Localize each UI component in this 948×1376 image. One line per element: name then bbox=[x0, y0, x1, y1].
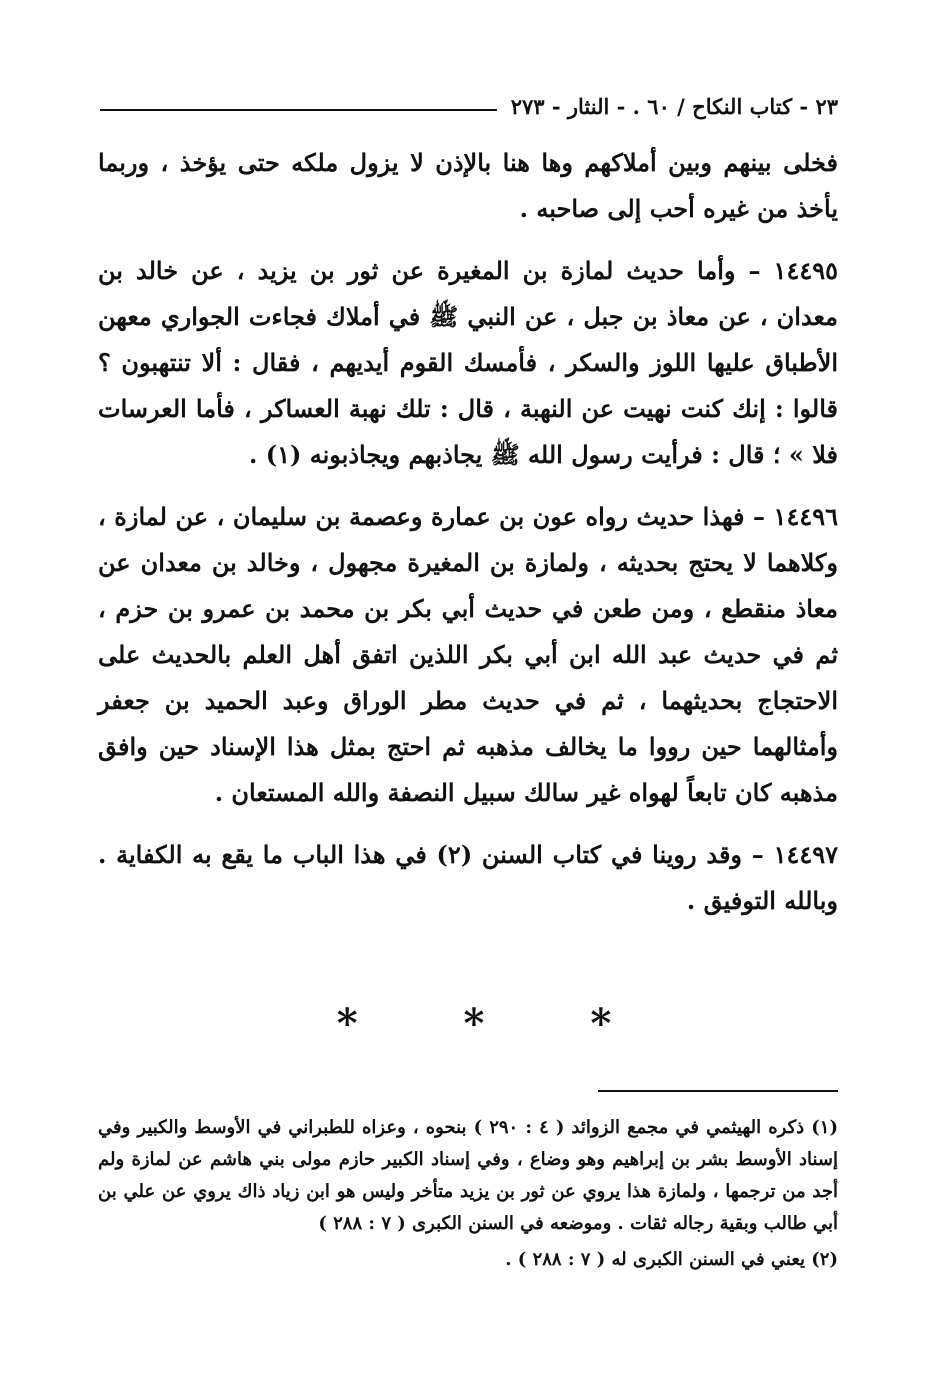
paragraph-14495 bbox=[98, 248, 838, 478]
footnote-1: (١) ذكره الهيثمي في مجمع الزوائد ( ٤ : ٢٩٠ ) بنحوه ، وعزاه للطبراني في الأوسط والكبير وفي إسناد الأوسط بشر بن إبراهيم وهو وضاع ، وفي إسناد الكبير حازم مولى بني هاشم عن لمازة ولم أجد من ترجمها ، ولمازة هذا يروي عن ثور بن يزيد متأخر وليس هو ابن زياد ذاك يروي عن علي بن أبي طالب وبقية رجاله ثقات . وموضعه في السنن الكبرى ( ٧ : ٢٨٨ ) bbox=[98, 1117, 838, 1234]
header-rule bbox=[100, 109, 497, 111]
running-head-title: ٢٣ - كتاب النكاح / ٦٠ . - النثار - ٢٧٣ bbox=[510, 93, 838, 119]
paragraph-14496 bbox=[98, 494, 838, 816]
section-separator: * * * bbox=[336, 1000, 658, 1047]
paragraph-number: ١٤٤٩٥ bbox=[773, 256, 838, 285]
paragraph-text: – وقد روينا في كتاب السنن (٢) في هذا الباب ما يقع به الكفاية . وبالله التوفيق . bbox=[98, 840, 838, 915]
footnote-2: (٢) يعني في السنن الكبرى له ( ٧ : ٢٨٨ ) . bbox=[505, 1249, 838, 1270]
running-header bbox=[100, 88, 838, 124]
paragraph-number: ١٤٤٩٦ bbox=[773, 502, 838, 531]
footnotes bbox=[98, 1112, 838, 1280]
paragraph-number: ١٤٤٩٧ bbox=[773, 840, 839, 869]
paragraph-continuation bbox=[98, 140, 838, 232]
paragraph-text: – وأما حديث لمازة بن المغيرة عن ثور بن يزيد ، عن خالد بن معدان ، عن معاذ بن جبل ، عن النبي ﷺ في أملاك فجاءت الجواري معهن الأطباق عليها اللوز والسكر ، فأمسك القوم أيديهم ، فقال : ألا تنتهبون ؟ قالوا : إنك كنت نهيت عن النهبة ، قال : تلك نهبة العساكر ، فأما العرسات فلا » ؛ قال : فرأيت رسول الله ﷺ يجاذبهم ويجاذبونه (١) . bbox=[98, 256, 838, 469]
paragraph-text: فخلى بينهم وبين أملاكهم وها هنا بالإذن لا يزول ملكه حتى يؤخذ ، وربما يأخذ من غيره أحب إلى صاحبه . bbox=[98, 148, 838, 223]
main-text bbox=[98, 140, 838, 940]
paragraph-text: – فهذا حديث رواه عون بن عمارة وعصمة بن سليمان ، عن لمازة ، وكلاهما لا يحتج بحديثه ، ولمازة بن المغيرة مجهول ، وخالد بن معدان عن معاذ منقطع ، ومن طعن في حديث أبي بكر بن محمد بن عمرو بن حزم ، ثم في حديث عبد الله ابن أبي بكر اللذين اتفق أهل العلم بالحديث على الاحتجاج بحديثهما ، ثم في حديث مطر الوراق وعبد الحميد بن جعفر وأمثالهما حين رووا ما يخالف مذهبه ثم احتج بمثل هذا الإسناد حين وافق مذهبه كان تابعاً لهواه غير سالك سبيل النصفة والله المستعان . bbox=[98, 502, 839, 807]
paragraph-14497 bbox=[98, 832, 838, 924]
footnote-rule bbox=[598, 1090, 838, 1092]
